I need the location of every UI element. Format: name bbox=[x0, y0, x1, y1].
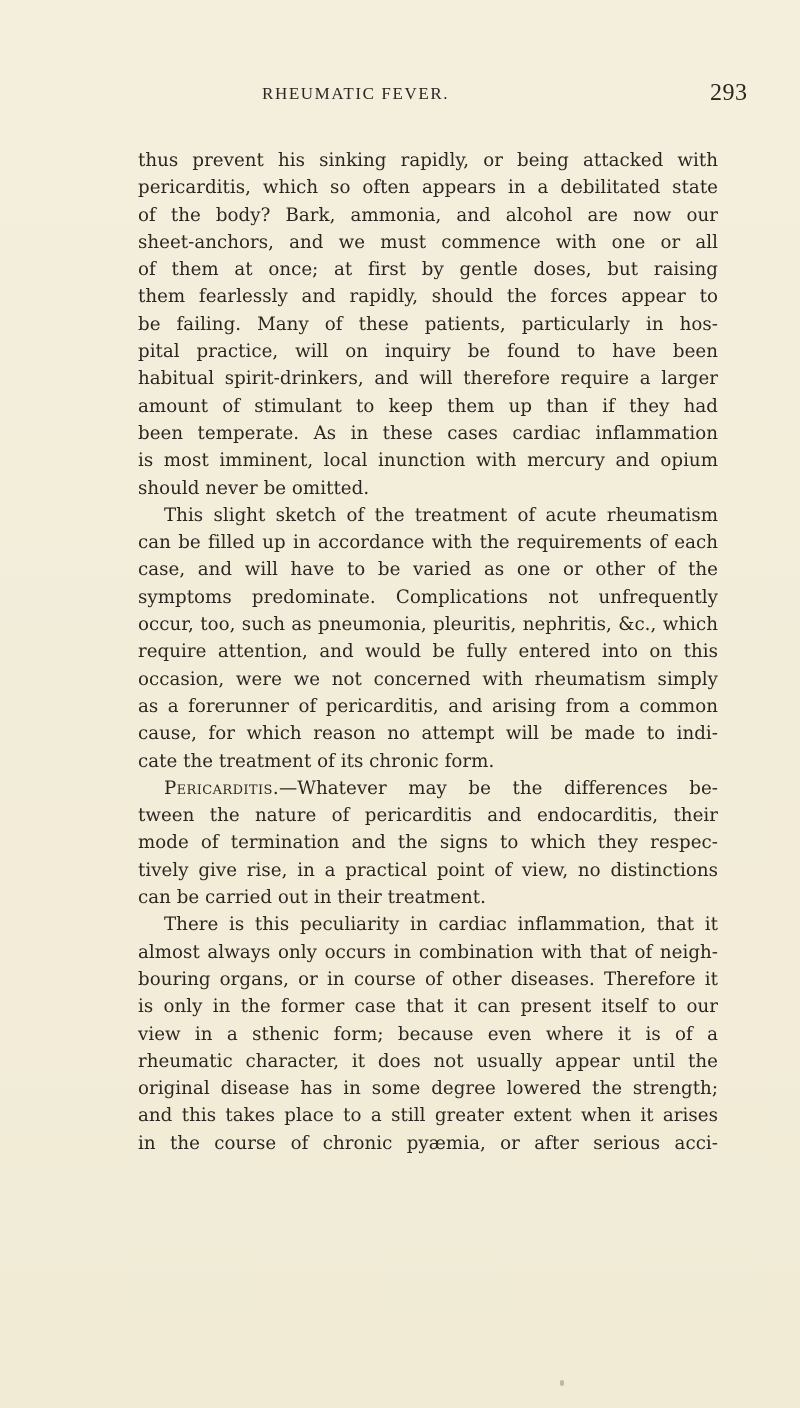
text-line: symptoms predominate. Complications not unfrequently bbox=[138, 586, 718, 608]
text-line: should never be omitted. bbox=[138, 477, 370, 499]
text-line: bouring organs, or in course of other diseases. Therefore it bbox=[138, 968, 718, 990]
body-text bbox=[138, 147, 718, 1157]
text-line: be failing. Many of these patients, particularly in hos- bbox=[138, 313, 718, 335]
section-heading-line bbox=[138, 775, 718, 802]
text-line: can be carried out in their treatment. bbox=[138, 887, 486, 909]
section-heading: Pericarditis. bbox=[164, 777, 280, 799]
text-line: is most imminent, local inunction with mercury and opium bbox=[138, 450, 718, 472]
page-header bbox=[0, 80, 800, 120]
text-line: view in a sthenic form; because even where it is of a bbox=[138, 1023, 718, 1045]
text-line: pital practice, will on inquiry be found to have been bbox=[138, 341, 718, 363]
text-line: is only in the former case that it can present itself to our bbox=[138, 996, 718, 1018]
text-line: them fearlessly and rapidly, should the forces appear to bbox=[138, 286, 718, 308]
text-line: habitual spirit-drinkers, and will therefore require a larger bbox=[138, 368, 718, 390]
text-line: pericarditis, which so often appears in a debilitated state bbox=[138, 177, 718, 199]
text-line: thus prevent his sinking rapidly, or being attacked with bbox=[138, 150, 718, 171]
text-line: as a forerunner of pericarditis, and arising from a common bbox=[138, 695, 718, 717]
text-line: of the body? Bark, ammonia, and alcohol are now our bbox=[138, 204, 718, 226]
text-run: —Whatever may be the differences be- bbox=[279, 777, 718, 799]
text-line: original disease has in some degree lowered the strength; bbox=[138, 1078, 718, 1100]
text-line: occur, too, such as pneumonia, pleuritis, nephritis, &c., which bbox=[138, 614, 718, 636]
text-line: can be filled up in accordance with the requirements of each bbox=[138, 532, 718, 554]
text-line: tween the nature of pericarditis and endocarditis, their bbox=[138, 805, 718, 827]
text-line: rheumatic character, it does not usually appear until the bbox=[138, 1050, 718, 1072]
text-line: cate the treatment of its chronic form. bbox=[138, 750, 495, 772]
text-line: of them at once; at first by gentle doses, but raising bbox=[138, 259, 718, 281]
text-line: case, and will have to be varied as one or other of the bbox=[138, 559, 718, 581]
text-line: almost always only occurs in combination with that of neigh- bbox=[138, 941, 718, 963]
text-line: tively give rise, in a practical point of view, no distinctions bbox=[138, 859, 718, 881]
text-line: in the course of chronic pyæmia, or after serious acci- bbox=[138, 1132, 718, 1154]
text-line: been temperate. As in these cases cardiac inflammation bbox=[138, 422, 718, 444]
text-line: and this takes place to a still greater extent when it arises bbox=[138, 1105, 718, 1127]
running-head: RHEUMATIC FEVER. bbox=[262, 84, 450, 103]
text-line: require attention, and would be fully entered into on this bbox=[138, 641, 718, 663]
text-line: cause, for which reason no attempt will be made to indi- bbox=[138, 723, 718, 745]
text-line: This slight sketch of the treatment of acute rheumatism bbox=[164, 504, 718, 526]
text-line: amount of stimulant to keep them up than if they had bbox=[138, 395, 718, 417]
text-line: mode of termination and the signs to which they respec- bbox=[138, 832, 718, 854]
page-number: 293 bbox=[710, 80, 748, 106]
text-line: occasion, were we not concerned with rheumatism simply bbox=[138, 668, 718, 690]
paper-speck bbox=[560, 1380, 564, 1386]
text-line: There is this peculiarity in cardiac inflammation, that it bbox=[164, 914, 718, 936]
text-line: sheet-anchors, and we must commence with one or all bbox=[138, 231, 718, 253]
